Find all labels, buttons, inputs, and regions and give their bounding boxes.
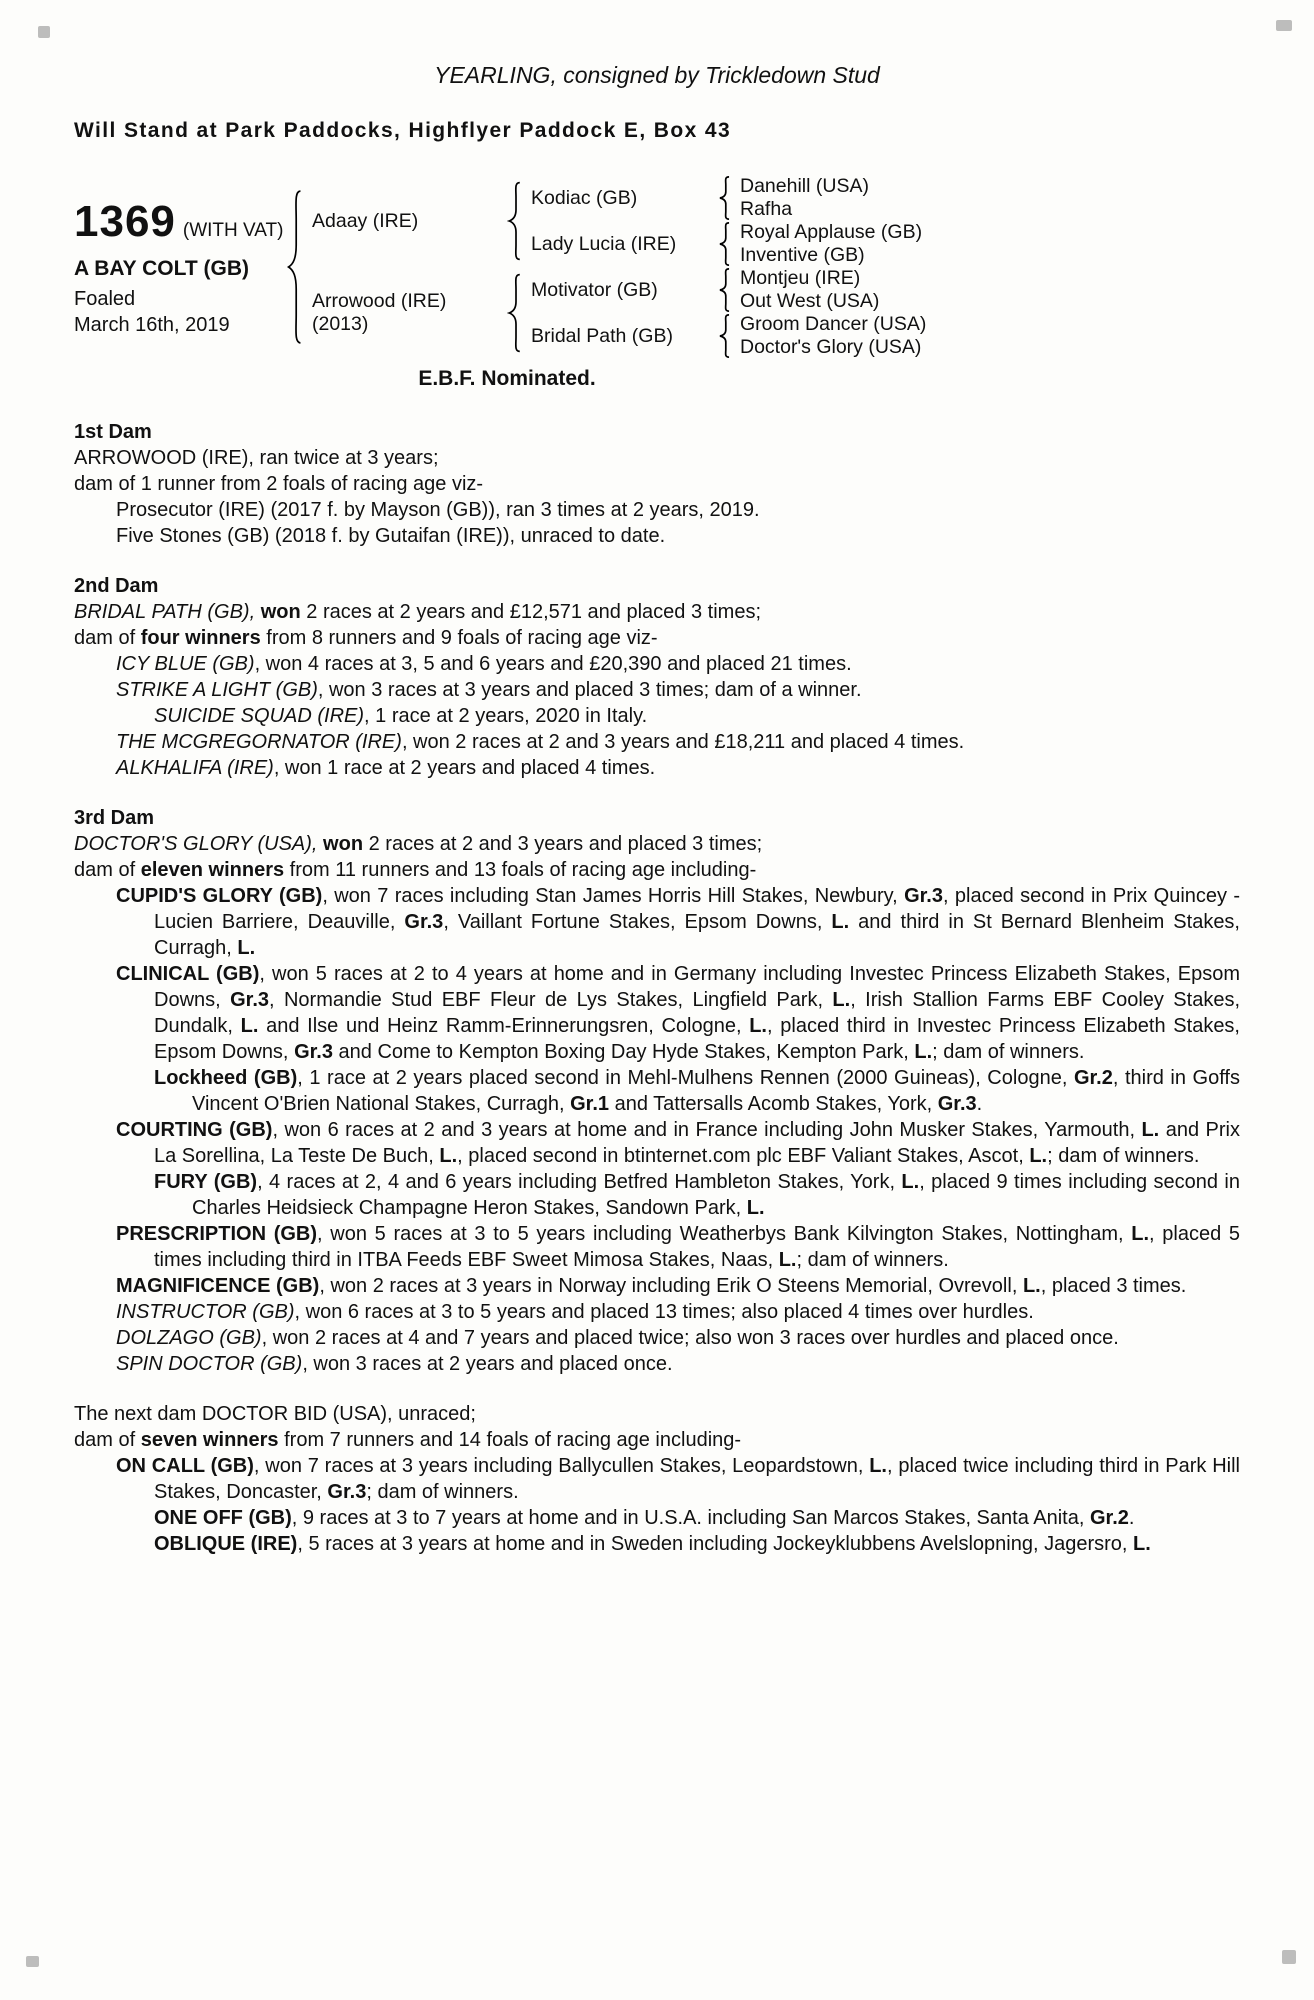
pedigree-paragraph (74, 651, 1240, 677)
text-segment: ; dam of winners. (796, 1249, 949, 1271)
text-segment: Gr.1 (570, 1093, 610, 1115)
pedigree-paragraph (74, 703, 1240, 729)
pedigree-paragraph (74, 445, 1240, 471)
pedigree-paragraph (74, 523, 1240, 549)
text-segment: , won 7 races at 3 years including Ballycullen Stakes, Leopardstown, (253, 1455, 870, 1477)
text-segment: , 9 races at 3 to 7 years at home and in U.S.A. including San Marcos Stakes, Santa Anita, (291, 1507, 1090, 1529)
ebf-nominated-line: E.B.F. Nominated. (418, 367, 596, 390)
foaled-label: Foaled (74, 288, 136, 310)
text-segment: , placed second in btinternet.com plc EBF Valiant Stakes, Ascot, (457, 1145, 1030, 1167)
text-segment: MAGNIFICENCE (GB) (116, 1275, 320, 1297)
pedigree-paragraph (74, 729, 1240, 755)
consignment-header: YEARLING, consigned by Trickledown Stud (434, 62, 880, 88)
pedigree-generation-1 (312, 175, 926, 359)
text-segment: STRIKE A LIGHT (GB) (116, 679, 318, 701)
pedigree-paragraph (74, 1505, 1240, 1531)
pedigree-paragraph (74, 1221, 1240, 1273)
text-segment: Gr.3 (230, 989, 270, 1011)
brace-dam-sire-icon (718, 268, 731, 312)
pedigree-paragraph (74, 1531, 1240, 1557)
sire-branch (312, 175, 926, 267)
brace-outer-icon (286, 188, 303, 346)
text-segment: SUICIDE SQUAD (IRE) (154, 705, 365, 727)
pedigree-paragraph (74, 677, 1240, 703)
dam-dam-name: Bridal Path (GB) (531, 324, 673, 347)
pedigree-paragraph (74, 883, 1240, 961)
text-segment: , won 2 races at 3 years in Norway including Erik O Steens Memorial, Ovrevoll, (319, 1275, 1023, 1297)
text-segment: , placed second in Prix Quincey - Lucien Barriere, Deauville, (154, 885, 1241, 933)
text-segment: and Ilse und Heinz Ramm-Erinnerungsren, Cologne, (258, 1015, 750, 1037)
pedigree-paragraph (74, 1169, 1240, 1221)
brace-sire-icon (507, 181, 522, 261)
pedigree-paragraph (74, 831, 1240, 857)
text-segment: , third in Goffs Vincent O'Brien National Stakes, Curragh, (192, 1067, 1240, 1115)
text-segment: from 11 runners and 13 foals of racing age including- (284, 859, 757, 881)
brace-sire-sire-icon (718, 176, 731, 220)
section-heading: 1st Dam (74, 421, 152, 443)
sire-sire-dam-name: Rafha (740, 198, 793, 220)
text-segment: , placed 9 times including second in Charles Heidsieck Champagne Heron Stakes, Sandown Park, (192, 1171, 1240, 1219)
text-segment: L. (237, 937, 256, 959)
text-segment: , won 7 races including Stan James Horris Hill Stakes, Newbury, (322, 885, 905, 907)
sire-parents (531, 175, 922, 267)
text-segment: , 5 races at 3 years at home and in Sweden including Jockeyklubbens Avelslopning, Jagersro, (297, 1533, 1134, 1555)
text-segment: dam of (74, 859, 141, 881)
text-segment: and third in St Bernard Blenheim Stakes, Curragh, (154, 911, 1240, 959)
text-segment: dam of (74, 1429, 141, 1451)
text-segment: L. (869, 1455, 887, 1477)
text-segment: , won 2 races at 2 and 3 years and £18,211 and placed 4 times. (401, 731, 965, 753)
text-segment: L. (914, 1041, 933, 1063)
text-segment: , won 3 races at 3 years and placed 3 times; dam of a winner. (317, 679, 862, 701)
text-segment: Gr.2 (1089, 1507, 1129, 1529)
foaled-date: March 16th, 2019 (74, 314, 230, 336)
pedigree-paragraph (74, 599, 1240, 625)
brace-dam-icon (507, 273, 522, 353)
text-segment: L. (778, 1249, 797, 1271)
sire-name: Adaay (IRE) (312, 209, 419, 232)
pedigree-paragraph (74, 1273, 1240, 1299)
pedigree-paragraph (74, 755, 1240, 781)
section-heading: 2nd Dam (74, 575, 159, 597)
dam-section (74, 1401, 1240, 1557)
text-segment: and Tattersalls Acomb Stakes, York, (609, 1093, 938, 1115)
sire-dam-name: Lady Lucia (IRE) (531, 232, 677, 255)
text-segment: COURTING (GB) (116, 1119, 273, 1141)
text-segment: CLINICAL (GB) (116, 963, 260, 985)
text-segment: ALKHALIFA (IRE) (116, 757, 274, 779)
pedigree-paragraph (74, 1065, 1240, 1117)
sire-sire-sire-name: Danehill (USA) (740, 175, 869, 197)
text-segment: , won 5 races at 2 to 4 years at home and in Germany including Investec Princess Elizabeth Stakes, Epsom Downs, (154, 963, 1241, 1011)
text-segment: won (323, 833, 364, 855)
text-segment: Gr.3 (937, 1093, 977, 1115)
text-segment: ONE OFF (GB) (154, 1507, 292, 1529)
text-segment: , Irish Stallion Farms EBF Cooley Stakes, Dundalk, (154, 989, 1240, 1037)
text-segment: L. (746, 1197, 765, 1219)
text-segment: ARROWOOD (IRE), ran twice at 3 years; (74, 447, 439, 469)
dam-name (312, 290, 498, 336)
text-segment: , won 6 races at 2 and 3 years at home and in France including John Musker Stakes, Yarmouth, (272, 1119, 1142, 1141)
dam-dam-parents (740, 313, 926, 359)
pedigree-paragraph (74, 497, 1240, 523)
text-segment: L. (1022, 1275, 1041, 1297)
text-segment: . (1128, 1507, 1135, 1529)
text-segment: , won 4 races at 3, 5 and 6 years and £20,390 and placed 21 times. (254, 653, 852, 675)
stand-location-line: Will Stand at Park Paddocks, Highflyer Paddock E, Box 43 (74, 119, 732, 142)
text-segment: won (260, 601, 301, 623)
dam-section (74, 805, 1240, 1377)
sire-sire-parents (740, 175, 869, 221)
text-segment: Five Stones (GB) (2018 f. by Gutaifan (IRE)), unraced to date. (116, 525, 666, 547)
lot-number: 1369 (74, 197, 176, 246)
text-segment: L. (1141, 1119, 1160, 1141)
text-segment: L. (901, 1171, 920, 1193)
text-segment: Gr.3 (294, 1041, 333, 1063)
text-segment: FURY (GB) (154, 1171, 258, 1193)
pedigree-table (74, 175, 1240, 359)
dam-sire-name: Motivator (GB) (531, 278, 658, 301)
text-segment: Lockheed (GB) (154, 1067, 298, 1089)
dam-sire-parents (740, 267, 879, 313)
text-segment: 2 races at 2 years and £12,571 and placed 3 times; (300, 601, 761, 623)
text-segment: CUPID'S GLORY (GB) (116, 885, 323, 907)
pedigree-paragraph (74, 1427, 1240, 1453)
text-segment: The next dam DOCTOR BID (USA), unraced; (74, 1403, 476, 1425)
text-segment: L. (1133, 1533, 1151, 1555)
sire-sire-name: Kodiac (GB) (531, 186, 638, 209)
dam-name-line: Arrowood (IRE) (312, 290, 447, 312)
text-segment: Gr.3 (327, 1481, 367, 1503)
text-segment: INSTRUCTOR (GB) (116, 1301, 295, 1323)
text-segment: , won 1 race at 2 years and placed 4 times. (273, 757, 656, 779)
sire-dam-sire-name: Royal Applause (GB) (740, 221, 923, 243)
text-segment: , won 3 races at 2 years and placed once. (302, 1353, 673, 1375)
pedigree-paragraph (74, 857, 1240, 883)
pedigree-paragraph (74, 625, 1240, 651)
text-segment: Gr.3 (404, 911, 444, 933)
dam-dam-sire-name: Groom Dancer (USA) (740, 313, 927, 335)
text-segment: , won 6 races at 3 to 5 years and placed 13 times; also placed 4 times over hurdles. (294, 1301, 1034, 1323)
text-segment: Prosecutor (IRE) (2017 f. by Mayson (GB)), ran 3 times at 2 years, 2019. (116, 499, 760, 521)
text-segment: , placed 5 times including third in ITBA Feeds EBF Sweet Mimosa Stakes, Naas, (154, 1223, 1241, 1271)
text-segment: eleven winners (140, 859, 285, 881)
text-segment: , placed twice including third in Park Hill Stakes, Doncaster, (154, 1455, 1240, 1503)
text-segment: , placed 3 times. (1040, 1275, 1187, 1297)
text-segment: BRIDAL PATH (GB), (74, 601, 261, 623)
text-segment: , Vaillant Fortune Stakes, Epsom Downs, (443, 911, 832, 933)
text-segment: and Come to Kempton Boxing Day Hyde Stakes, Kempton Park, (332, 1041, 915, 1063)
text-segment: four winners (140, 627, 261, 649)
text-segment: DOCTOR'S GLORY (USA), (74, 833, 324, 855)
text-segment: ON CALL (GB) (116, 1455, 254, 1477)
text-segment: ; dam of winners. (366, 1481, 519, 1503)
text-segment: L. (1029, 1145, 1048, 1167)
text-segment: 2 races at 2 and 3 years and placed 3 times; (363, 833, 763, 855)
dam-branch (312, 267, 926, 359)
dam-section (74, 419, 1240, 549)
text-segment: ICY BLUE (GB) (116, 653, 255, 675)
scan-artifact (38, 26, 50, 38)
text-segment: L. (832, 989, 851, 1011)
text-segment: , 4 races at 2, 4 and 6 years including Betfred Hambleton Stakes, York, (257, 1171, 902, 1193)
lot-title: A BAY COLT (GB) (74, 257, 250, 280)
text-segment: , won 2 races at 4 and 7 years and placed twice; also won 3 races over hurdles and placed once. (261, 1327, 1119, 1349)
dam-sire-dam-name: Out West (USA) (740, 290, 880, 312)
scan-artifact (1276, 20, 1292, 31)
brace-dam-dam-icon (718, 314, 731, 358)
pedigree-paragraph (74, 1117, 1240, 1169)
sire-sire-branch (531, 175, 922, 221)
text-segment: and Prix La Sorellina, La Teste De Buch, (154, 1119, 1240, 1167)
lot-block (74, 197, 286, 337)
text-segment: seven winners (140, 1429, 279, 1451)
text-segment: , 1 race at 2 years placed second in Mehl-Mulhens Rennen (2000 Guineas), Cologne, (297, 1067, 1074, 1089)
text-segment: L. (439, 1145, 458, 1167)
text-segment: L. (240, 1015, 259, 1037)
text-segment: dam of 1 runner from 2 foals of racing age viz- (74, 473, 484, 495)
text-segment: , 1 race at 2 years, 2020 in Italy. (364, 705, 648, 727)
text-segment: OBLIQUE (IRE) (154, 1533, 298, 1555)
text-segment: Gr.3 (904, 885, 943, 907)
dam-dam-branch (531, 313, 926, 359)
pedigree-paragraph (74, 1401, 1240, 1427)
dam-section (74, 573, 1240, 781)
section-heading: 3rd Dam (74, 807, 155, 829)
text-segment: L. (831, 911, 850, 933)
text-segment: , Normandie Stud EBF Fleur de Lys Stakes, Lingfield Park, (269, 989, 833, 1011)
text-segment: L. (749, 1015, 767, 1037)
text-segment: ; dam of winners. (1047, 1145, 1200, 1167)
text-segment: , placed third in Investec Princess Elizabeth Stakes, Epsom Downs, (154, 1015, 1240, 1063)
dam-parents (531, 267, 926, 359)
pedigree-paragraph (74, 1453, 1240, 1505)
pedigree-paragraph (74, 961, 1240, 1065)
scan-artifact (26, 1956, 39, 1967)
scan-artifact (1282, 1950, 1296, 1964)
pedigree-text (74, 419, 1240, 1557)
text-segment: Gr.2 (1073, 1067, 1113, 1089)
lot-vat-note: (WITH VAT) (182, 220, 284, 241)
dam-sire-branch (531, 267, 926, 313)
text-segment: . (976, 1093, 983, 1115)
text-segment: dam of (74, 627, 141, 649)
text-segment: from 7 runners and 14 foals of racing age including- (278, 1429, 742, 1451)
pedigree-paragraph (74, 1325, 1240, 1351)
sire-dam-parents (740, 221, 922, 267)
text-segment: , won 5 races at 3 to 5 years including Weatherbys Bank Kilvington Stakes, Nottingham, (317, 1223, 1132, 1245)
text-segment: DOLZAGO (GB) (116, 1327, 262, 1349)
text-segment: ; dam of winners. (932, 1041, 1085, 1063)
lot-number-row (74, 197, 286, 247)
sire-dam-dam-name: Inventive (GB) (740, 244, 865, 266)
dam-dam-dam-name: Doctor's Glory (USA) (740, 336, 922, 358)
text-segment: L. (1131, 1223, 1150, 1245)
pedigree-paragraph (74, 1351, 1240, 1377)
dam-year-line: (2013) (312, 313, 369, 335)
text-segment: PRESCRIPTION (GB) (116, 1223, 318, 1245)
sire-dam-branch (531, 221, 922, 267)
text-segment: SPIN DOCTOR (GB) (116, 1353, 303, 1375)
pedigree-paragraph (74, 471, 1240, 497)
dam-sire-sire-name: Montjeu (IRE) (740, 267, 861, 289)
text-segment: from 8 runners and 9 foals of racing age viz- (260, 627, 658, 649)
pedigree-paragraph (74, 1299, 1240, 1325)
text-segment: THE MCGREGORNATOR (IRE) (116, 731, 402, 753)
brace-sire-dam-icon (718, 222, 731, 266)
